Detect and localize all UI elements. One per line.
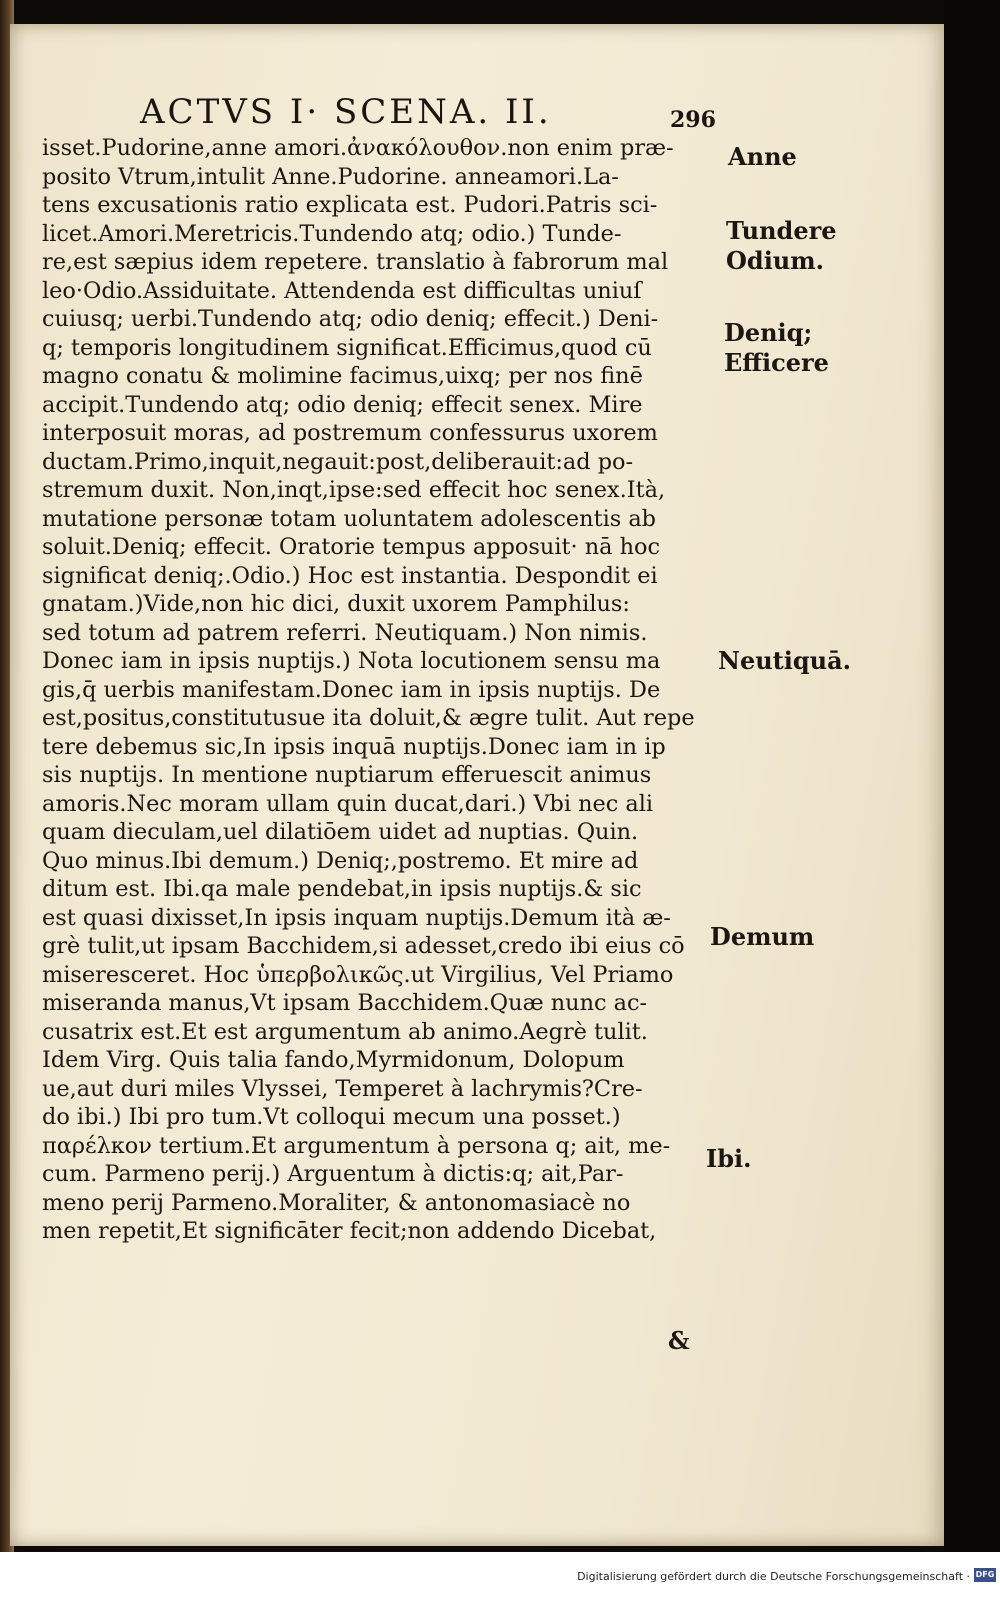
margin-note-demum: Demum: [710, 922, 815, 951]
book-page: [10, 24, 944, 1546]
text-line: leo·Odio.Assiduitate. Attendenda est difficultas uniuſ: [42, 277, 642, 304]
margin-note-neutiquam: Neutiquā.: [718, 646, 851, 675]
text-line: men repetit,Et significāter fecit;non addendo Dicebat,: [42, 1218, 657, 1244]
text-line: magno conatu & molimine facimus,uixq; per nos finē: [42, 363, 643, 389]
margin-note-tundere: Tundere: [726, 216, 837, 245]
text-line: miseranda manus,Vt ipsam Bacchidem.Quæ nunc ac-: [42, 990, 648, 1016]
text-line: sed totum ad patrem referri. Neutiquam.) Non nimis.: [42, 619, 648, 646]
text-line: Quo minus.Ibi demum.) Deniq;,postremo. Et mire ad: [42, 847, 639, 874]
text-line: est,positus,constitutusue ita doluit,& ægre tulit. Aut repe: [42, 705, 695, 731]
text-line: mutatione personæ totam uoluntatem adolescentis ab: [42, 505, 657, 532]
text-line: amoris.Nec moram ullam quin ducat,dari.) Vbi nec ali: [42, 790, 654, 817]
text-line: ue,aut duri miles Vlyssei, Temperet à lachrymis?Cre-: [42, 1075, 643, 1102]
dfg-logo: DFG: [974, 1568, 996, 1582]
text-line: q; temporis longitudinem significat.Efficimus,quod cū: [42, 334, 652, 361]
text-line: gnatam.)Vide,non hic dici, duxit uxorem Pamphilus:: [42, 591, 630, 617]
text-line: Idem Virg. Quis talia fando,Myrmidonum, Dolopum: [42, 1047, 625, 1073]
running-title: ACTVS I· SCENA. II.: [140, 92, 552, 132]
margin-note-ibi: Ibi.: [706, 1144, 752, 1173]
text-line: miseresceret. Hoc ὑπερβολικῶς.ut Virgilius, Vel Priamo: [42, 961, 674, 988]
text-line: sis nuptijs. In mentione nuptiarum efferuescit animus: [42, 762, 652, 788]
margin-note-odium: Odium.: [726, 246, 825, 275]
text-line: posito Vtrum,intulit Anne.Pudorine. anneamori.La-: [42, 163, 619, 190]
margin-note-efficere: Efficere: [724, 348, 829, 377]
text-line: est quasi dixisset,In ipsis inquam nuptijs.Demum ità æ-: [42, 904, 671, 931]
page-number: 296: [670, 107, 716, 133]
text-line: quam dieculam,uel dilatiōem uidet ad nuptias. Quin.: [42, 819, 639, 845]
text-line: ductam.Primo,inquit,negauit:post,deliberauit:ad po-: [42, 448, 634, 475]
catchword: &: [668, 1326, 690, 1355]
text-line: soluit.Deniq; effecit. Oratorie tempus apposuit· nā hoc: [42, 534, 661, 560]
text-line: do ibi.) Ibi pro tum.Vt colloqui mecum una posset.): [42, 1104, 621, 1130]
scan-background: [944, 0, 1000, 1552]
text-line: stremum duxit. Non,inqt,ipse:sed effecit hoc senex.Ità,: [42, 477, 666, 503]
text-line: interposuit moras, ad postremum confessurus uxorem: [42, 420, 658, 446]
text-line: Donec iam in ipsis nuptijs.) Nota locutionem sensu ma: [42, 648, 661, 674]
text-line: cum. Parmeno perij.) Arguentum à dictis:q; ait,Par-: [42, 1161, 624, 1187]
funding-credit: Digitalisierung gefördert durch die Deutsche Forschungsgemeinschaft ·: [577, 1570, 970, 1583]
text-line: cuiusq; uerbi.Tundendo atq; odio deniq; effecit.) Deni-: [42, 306, 659, 332]
text-line: παρέλκον tertium.Et argumentum à persona q; ait, me-: [42, 1132, 671, 1159]
text-line: ditum est. Ibi.qa male pendebat,in ipsis nuptijs.& sic: [42, 876, 642, 902]
text-line: tens excusationis ratio explicata est. Pudori.Patris sci-: [42, 192, 658, 218]
digitization-footer: [0, 1552, 1000, 1601]
text-line: tere debemus sic,In ipsis inquā nuptijs.Donec iam in ip: [42, 733, 666, 760]
body-text: [42, 134, 722, 1246]
text-line: gis,q̄ uerbis manifestam.Donec iam in ipsis nuptijs. De: [42, 676, 661, 703]
text-line: isset.Pudorine,anne amori.ἀνακόλουθον.non enim præ-: [42, 135, 674, 161]
text-line: grè tulit,ut ipsam Bacchidem,si adesset,credo ibi eius cō: [42, 933, 685, 959]
text-line: significat deniq;.Odio.) Hoc est instantia. Despondit ei: [42, 562, 658, 589]
margin-note-deniq: Deniq;: [724, 318, 813, 347]
text-line: meno perij Parmeno.Moraliter, & antonomasiacè no: [42, 1189, 631, 1216]
margin-note-anne: Anne: [728, 142, 797, 171]
text-line: cusatrix est.Et est argumentum ab animo.Aegrè tulit.: [42, 1018, 648, 1045]
text-line: re,est sæpius idem repetere. translatio à fabrorum mal: [42, 249, 669, 275]
text-line: licet.Amori.Meretricis.Tundendo atq; odio.) Tunde-: [42, 220, 622, 247]
text-line: accipit.Tundendo atq; odio deniq; effecit senex. Mire: [42, 391, 643, 418]
